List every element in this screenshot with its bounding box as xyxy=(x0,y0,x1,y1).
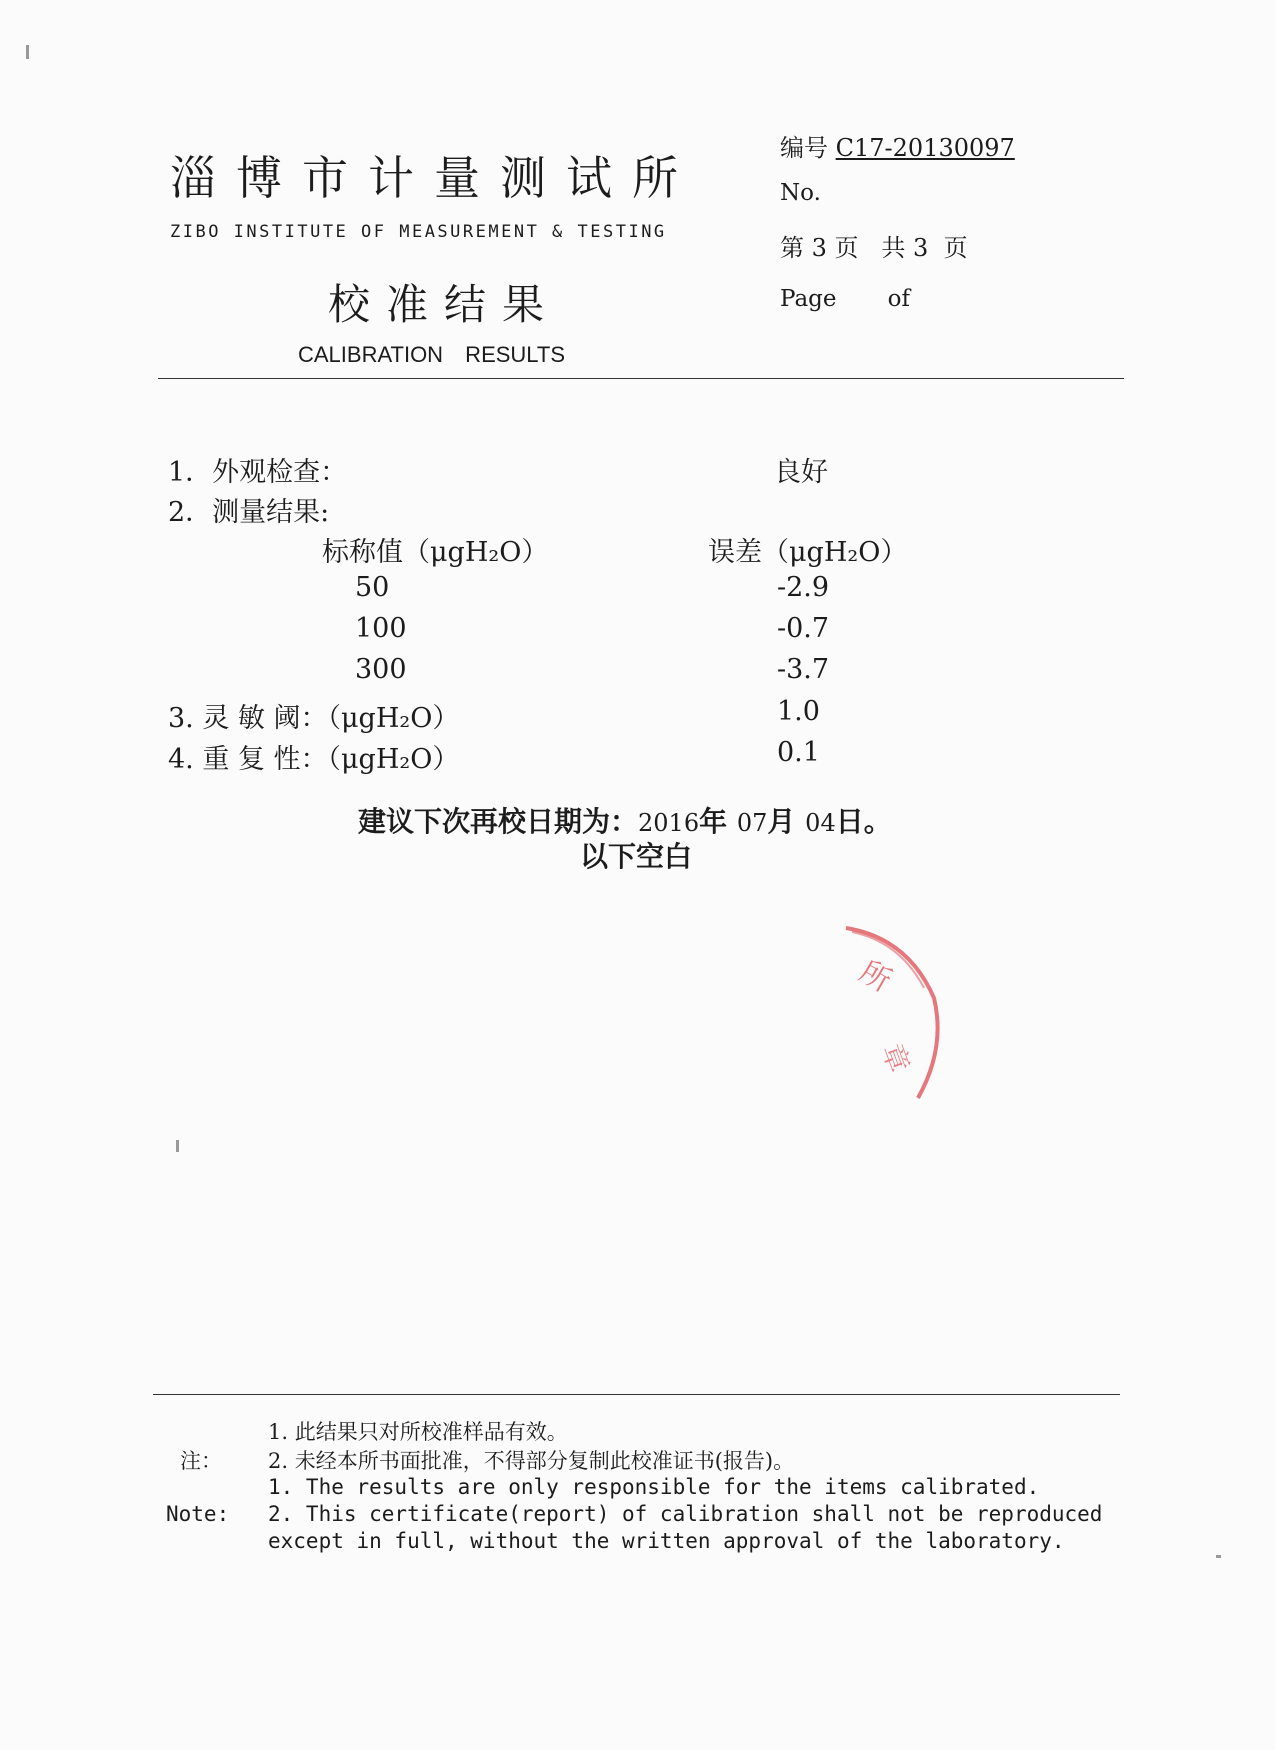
certificate-number-value: C17-20130097 xyxy=(835,134,1015,162)
scan-speck xyxy=(176,1140,179,1152)
note-en-label: Note: xyxy=(166,1502,230,1526)
repeatability-value: 0.1 xyxy=(777,737,820,768)
appearance-check-value: 良好 xyxy=(774,457,828,488)
month-unit: 月 xyxy=(767,805,796,838)
day-unit: 日。 xyxy=(835,805,892,838)
next-calibration-prefix: 建议下次再校日期为： xyxy=(358,805,639,838)
document-title-en: CALIBRATION RESULTS xyxy=(298,342,566,367)
note-en-line-1: 1. The results are only responsible for the items calibrated. xyxy=(268,1475,1040,1499)
institute-name-en: ZIBO INSTITUTE OF MEASUREMENT & TESTING xyxy=(170,222,667,242)
column-error-header: 误差（μgH₂O） xyxy=(708,537,908,568)
number-label-en: No. xyxy=(780,180,821,206)
certificate-number-label: 编号 xyxy=(780,134,828,162)
nominal-value: 50 xyxy=(355,572,390,603)
nominal-value: 100 xyxy=(355,613,407,644)
error-value: -0.7 xyxy=(777,613,830,644)
next-calibration-date xyxy=(358,800,892,840)
error-value: -3.7 xyxy=(777,654,830,685)
error-value: -2.9 xyxy=(777,572,830,603)
note-cn-line-2: 2. 未经本所书面批准，不得部分复制此校准证书(报告)。 xyxy=(268,1449,795,1473)
measurement-results-label: 2．测量结果: xyxy=(168,497,330,528)
column-nominal-header: 标称值（μgH₂O） xyxy=(322,537,549,568)
document-title-cn: 校准结果 xyxy=(328,280,561,329)
repeatability-label: 4. 重 复 性：（μgH₂O） xyxy=(168,744,460,775)
next-calibration-day: 04 xyxy=(805,809,836,837)
sensitivity-label: 3. 灵 敏 阈：（μgH₂O） xyxy=(168,703,460,734)
year-unit: 年 xyxy=(699,805,728,838)
scan-speck xyxy=(26,45,29,59)
note-en-line-3: except in full, without the written approval of the laboratory. xyxy=(268,1529,1065,1553)
appearance-check-label: 1．外观检查： xyxy=(168,457,348,488)
note-cn-line-1: 1. 此结果只对所校准样品有效。 xyxy=(268,1420,568,1444)
svg-text:章: 章 xyxy=(875,1039,916,1077)
certificate-number xyxy=(780,128,1015,163)
note-en-line-2: 2. This certificate(report) of calibration shall not be reproduced xyxy=(268,1502,1103,1526)
page-count-en: Page of xyxy=(780,286,911,312)
page-count-cn: 第 3 页 共 3 页 xyxy=(780,234,968,262)
blank-below-marker: 以下空白 xyxy=(580,840,693,873)
footer-divider xyxy=(153,1394,1120,1395)
svg-text:所: 所 xyxy=(853,954,897,1000)
scan-speck xyxy=(1216,1555,1221,1558)
note-cn-label: 注： xyxy=(180,1449,222,1473)
nominal-value: 300 xyxy=(355,654,407,685)
next-calibration-month: 07 xyxy=(736,809,768,837)
next-calibration-year: 2016 xyxy=(638,809,700,837)
official-seal-stamp xyxy=(838,918,948,1118)
institute-name-cn: 淄博市计量测试所 xyxy=(170,151,698,205)
sensitivity-value: 1.0 xyxy=(777,696,820,727)
header-divider xyxy=(158,378,1124,379)
